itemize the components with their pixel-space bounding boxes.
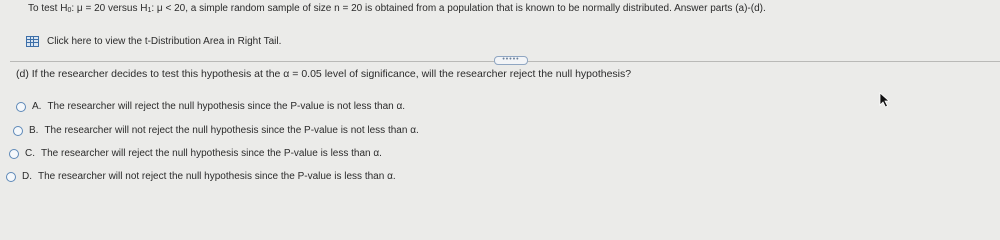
- option-b[interactable]: [13, 125, 419, 136]
- option-d-text: The researcher will not reject the null hypothesis since the P-value is less than α.: [38, 171, 396, 182]
- t-distribution-link-text[interactable]: Click here to view the t-Distribution Area in Right Tail.: [47, 36, 282, 47]
- radio-button-b[interactable]: [13, 126, 23, 136]
- intro-h0-rest: : μ = 20 versus H: [71, 3, 148, 14]
- table-icon[interactable]: [26, 36, 39, 47]
- option-c-text: The researcher will reject the null hypothesis since the P-value is less than α.: [41, 148, 382, 159]
- option-d-letter: D.: [22, 171, 32, 182]
- option-b-letter: B.: [29, 125, 39, 136]
- radio-button-d[interactable]: [6, 172, 16, 182]
- intro-prefix: To test H: [28, 3, 68, 14]
- intro-h1-rest: : μ < 20, a simple random sample of size n = 20 is obtained from a population that is known to be normally distributed. Answer parts (a)-(d).: [151, 3, 766, 14]
- radio-button-a[interactable]: [16, 102, 26, 112]
- option-a-text: The researcher will reject the null hypothesis since the P-value is not less than α.: [47, 101, 406, 112]
- option-c-letter: C.: [25, 148, 35, 159]
- expand-button[interactable]: •••••: [494, 56, 528, 65]
- option-a-letter: A.: [32, 101, 42, 112]
- option-c[interactable]: [9, 148, 382, 159]
- radio-button-c[interactable]: [9, 149, 19, 159]
- option-d[interactable]: [6, 171, 396, 182]
- mouse-cursor-icon: [878, 92, 892, 108]
- h0-subscript: 0: [67, 7, 72, 14]
- option-b-text: The researcher will not reject the null hypothesis since the P-value is not less than α.: [44, 125, 419, 136]
- option-a[interactable]: [16, 101, 405, 112]
- t-distribution-link[interactable]: [26, 36, 281, 47]
- problem-statement: [28, 3, 766, 14]
- h1-subscript: 1: [147, 7, 152, 14]
- question-text: (d) If the researcher decides to test this hypothesis at the α = 0.05 level of significance, will the researcher reject the null hypothesis?: [16, 68, 632, 80]
